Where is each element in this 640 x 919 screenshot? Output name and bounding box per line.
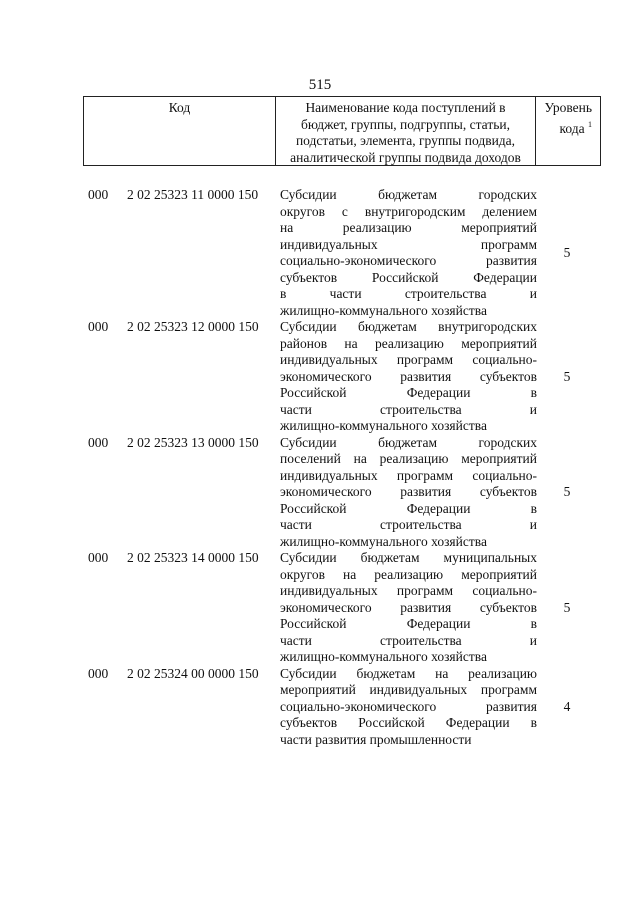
row-name-line: мероприятий индивидуальных программ [280,682,537,697]
row-income-code: 2 02 25324 00 0000 150 [127,665,259,681]
row-name-line: районов на реализацию мероприятий [280,335,537,351]
table-row [0,435,640,551]
row-name [280,319,537,435]
row-level: 4 [563,698,571,714]
row-admin-code: 000 [88,434,109,450]
row-level: 5 [563,484,571,499]
header-name-line: аналитической группы подвида доходов [290,149,521,165]
row-name-line: индивидуальных программ социально- [280,583,537,598]
row-name-line: поселений на реализацию мероприятий [280,451,537,466]
row-level: 5 [563,244,571,260]
row-name-line: на реализацию мероприятий [280,220,537,235]
header-level-line2 [536,117,592,138]
row-name-line: округов на реализацию мероприятий [280,566,537,582]
row-name-line: индивидуальных программ социально- [280,352,537,367]
row-income-code: 2 02 25323 12 0000 150 [127,319,259,334]
header-code: Код [84,97,276,165]
row-admin-code: 000 [88,550,109,565]
header-level [536,97,600,165]
header-name [276,97,536,165]
page-number: 515 [308,77,332,93]
row-name-line: социально-экономического развития [280,698,537,714]
row-level: 5 [563,599,571,615]
row-name-line: Субсидии бюджетам на реализацию [280,665,537,681]
header-level-footnote: 1 [588,119,592,129]
row-name-line: индивидуальных программ социально- [280,467,537,483]
row-name-line: округов с внутригородским делением [280,203,537,219]
row-name-line: жилищно-коммунального хозяйства [280,649,487,664]
row-level: 5 [563,368,571,384]
row-name-line: Российской Федерации в [280,616,537,631]
table-header [83,96,601,166]
row-income-code: 2 02 25323 14 0000 150 [127,550,259,565]
row-name-line: в части строительства и [280,286,537,301]
row-income-code: 2 02 25323 13 0000 150 [127,434,259,450]
row-name-line: части строительства и [280,632,537,648]
table-row [0,666,640,749]
row-name-line: Субсидии бюджетам муниципальных [280,550,537,565]
row-name-line: экономического развития субъектов [280,599,537,615]
row-name-line: экономического развития субъектов [280,368,537,384]
row-name-line: субъектов Российской Федерации в [280,715,537,730]
row-name-line: жилищно-коммунального хозяйства [280,418,487,433]
row-admin-code: 000 [88,187,109,202]
header-level-line1: Уровень [544,100,592,115]
row-name-line: экономического развития субъектов [280,484,537,499]
table-row [0,187,640,319]
row-name-line: субъектов Российской Федерации [280,269,537,285]
row-name-line: Российской Федерации в [280,385,537,400]
row-name [280,666,537,749]
row-name-line: Российской Федерации в [280,500,537,516]
table-row [0,550,640,666]
row-name [280,550,537,666]
header-level-label: кода [559,120,585,136]
row-admin-code: 000 [88,319,109,334]
header-name-line: подстатьи, элемента, группы подвида, [295,133,516,148]
row-name-line: части строительства и [280,517,537,532]
row-name [280,435,537,551]
header-name-line: бюджет, группы, подгруппы, статьи, [301,116,510,132]
row-name-line: жилищно-коммунального хозяйства [280,302,487,318]
row-name [280,187,537,319]
row-admin-code: 000 [88,665,109,681]
header-name-line: Наименование кода поступлений в [305,100,506,115]
row-name-line: Субсидии бюджетам городских [280,434,537,450]
row-name-line: социально-экономического развития [280,253,537,268]
row-name-line: индивидуальных программ [280,236,537,252]
row-name-line: части развития промышленности [280,731,472,747]
row-income-code: 2 02 25323 11 0000 150 [127,187,259,202]
row-name-line: Субсидии бюджетам городских [280,187,537,202]
table-row [0,319,640,435]
row-name-line: части строительства и [280,401,537,417]
table-body [0,187,640,748]
row-name-line: Субсидии бюджетам внутригородских [280,319,537,334]
row-name-line: жилищно-коммунального хозяйства [280,533,487,549]
